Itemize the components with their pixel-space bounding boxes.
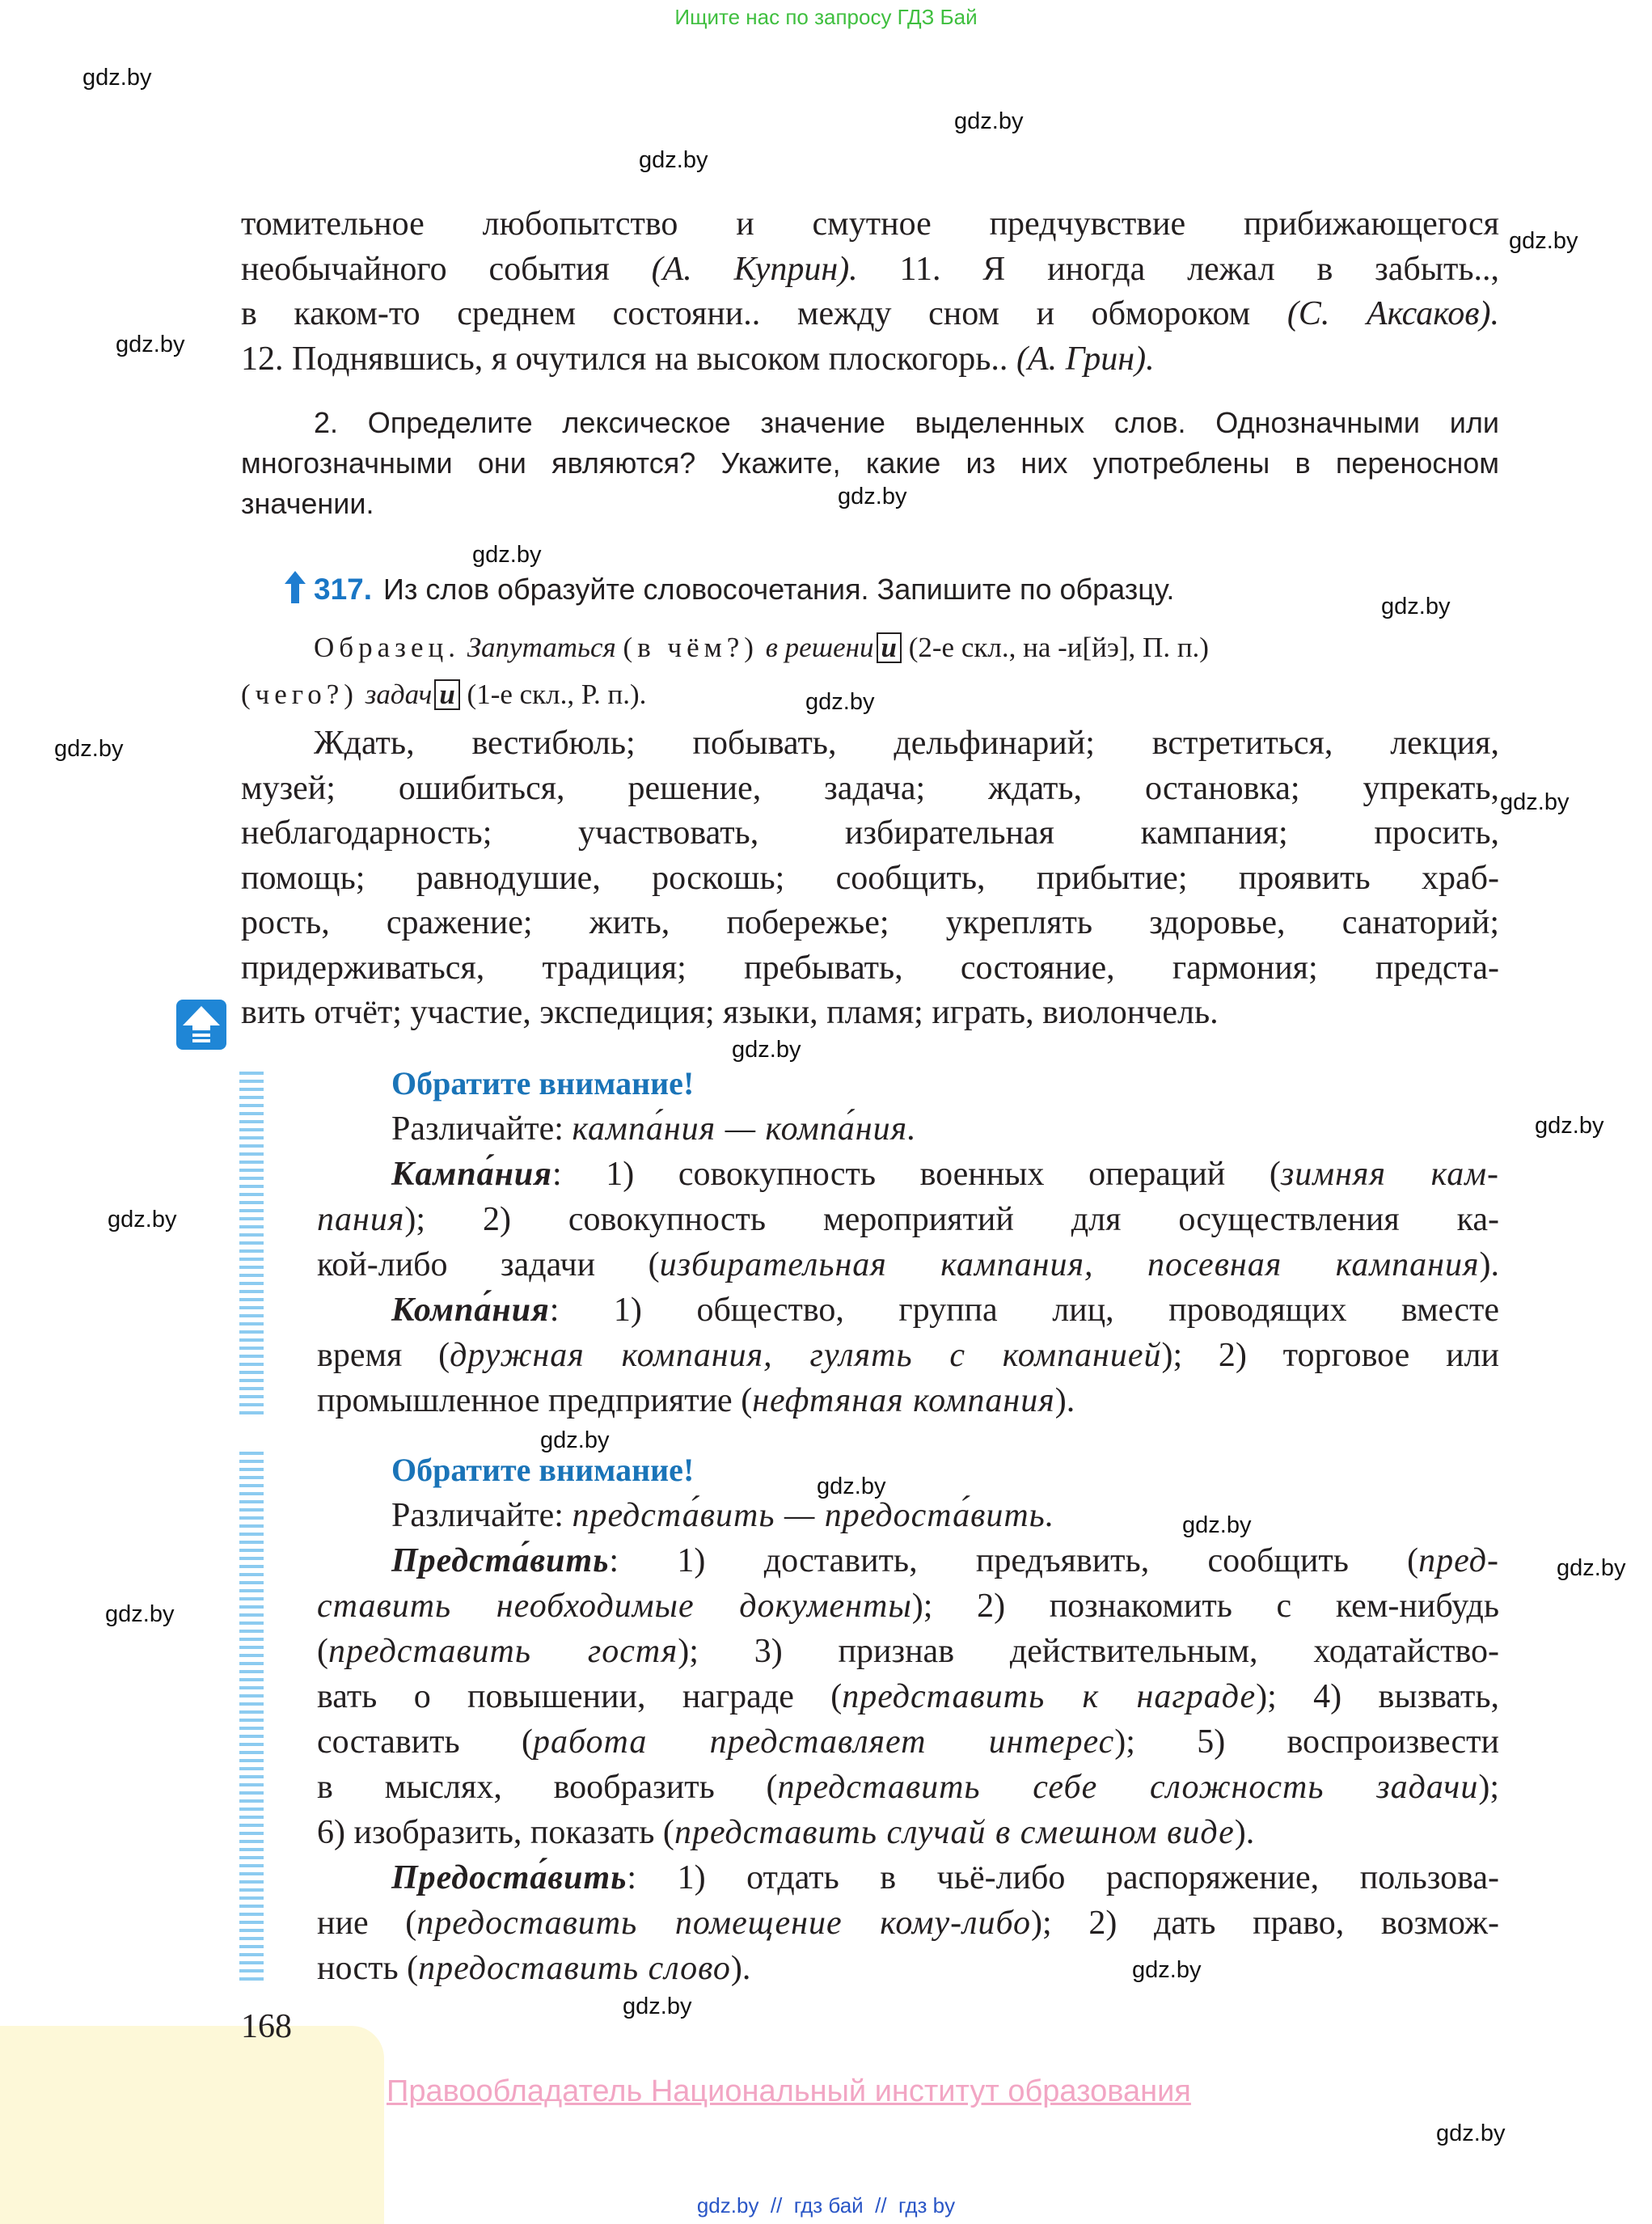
- sample-word: задач: [365, 679, 433, 710]
- note-line: Предоста́вить: 1) отдать в чьё-либо распоряжение, пользова-: [391, 1859, 1499, 1896]
- distinguish-label: Различайте:: [391, 1497, 564, 1534]
- text-line: придерживаться, традиция; пребывать, состояние, гармония; предста-: [241, 949, 1499, 987]
- note-heading: Обратите внимание!: [391, 1065, 695, 1101]
- text-line: томительное любопытство и смутное предчувствие прибижающегося: [241, 205, 1499, 243]
- previous-exercise-text: [241, 202, 1499, 382]
- watermark: gdz.by: [805, 689, 875, 715]
- text-line: вить отчёт; участие, экспедиция; языки, пламя; играть, виолончель.: [241, 994, 1219, 1031]
- watermark: gdz.by: [116, 332, 185, 357]
- note-line: пания); 2) совокупность мероприятий для осуществления ка-: [317, 1201, 1499, 1238]
- sample-question: (чего?): [241, 679, 358, 710]
- note-line: ние (предоставить помещение кому-либо); 2) дать право, возмож-: [317, 1905, 1499, 1942]
- note-line: (представить гостя); 3) признав действительным, ходатайство-: [317, 1633, 1499, 1670]
- note-distinguish: [317, 1493, 1499, 1538]
- sample-note: (1-е скл., Р. п.).: [467, 679, 647, 710]
- elevated-level-icon: [176, 1000, 226, 1054]
- text-line: Ждать, вестибюль; побывать, дельфинарий; встретиться, лекция,: [314, 725, 1499, 762]
- note-line: время (дружная компания, гулять с компанией); 2) торговое или: [317, 1337, 1499, 1374]
- watermark: gdz.by: [954, 108, 1024, 134]
- distinguish-words: кампа́ния — компа́ния.: [572, 1110, 917, 1148]
- note-line: вать о повышении, награде (представить к награде); 4) вызвать,: [317, 1678, 1500, 1715]
- text-line: рость, сражение; жить, побережье; укреплять здоровье, санаторий;: [241, 904, 1499, 941]
- watermark: gdz.by: [639, 147, 708, 173]
- task-line: 2. Определите лексическое значение выделенных слов. Однозначными или: [314, 406, 1499, 439]
- note-stripe: [239, 1452, 264, 1985]
- note-2: [317, 1448, 1499, 1991]
- note-line: Предста́вить: 1) доставить, предъявить, сообщить (пред-: [391, 1542, 1499, 1579]
- footer-links[interactable]: gdz.by // гдз бай // гдз by: [696, 2193, 956, 2218]
- watermark: gdz.by: [1132, 1957, 1202, 1983]
- watermark: gdz.by: [1535, 1113, 1604, 1139]
- note-line: составить (работа представляет интерес); 5) воспроизвести: [317, 1723, 1500, 1761]
- note-stripe: [239, 1072, 264, 1419]
- text-line: в каком-то среднем состояни.. между сном и обмороком (С. Аксаков).: [241, 295, 1499, 332]
- watermark: gdz.by: [1500, 789, 1570, 815]
- watermark: gdz.by: [623, 1994, 692, 2019]
- note-line: ность (предоставить слово).: [317, 1950, 751, 1987]
- watermark: gdz.by: [108, 1207, 177, 1233]
- note-line: Компа́ния: 1) общество, группа лиц, проводящих вместе: [391, 1292, 1499, 1329]
- distinguish-words: предста́вить — предоста́вить.: [572, 1497, 1055, 1534]
- note-line: промышленное предприятие (нефтяная компания).: [317, 1382, 1075, 1419]
- exercise-number: 317.: [314, 573, 373, 606]
- sample: [314, 624, 1499, 671]
- note-distinguish: [317, 1106, 1499, 1152]
- sample-line-2: [241, 671, 1499, 718]
- sample-word: в решени: [765, 632, 874, 663]
- sample-question: (в чём?): [623, 632, 758, 663]
- text-line: 12. Поднявшись, я очутился на высоком плоскогорь.. (А. Грин).: [241, 340, 1155, 378]
- note-line: кой-либо задачи (избирательная кампания, посевная кампания).: [317, 1246, 1500, 1283]
- ending-box: и: [877, 632, 902, 663]
- sample-note: (2-е скл., на -и[йэ], П. п.): [908, 632, 1209, 663]
- watermark: gdz.by: [105, 1601, 175, 1627]
- note-line: ставить необходимые документы); 2) познакомить с кем-нибудь: [317, 1588, 1499, 1625]
- exercise-instruction: Из слов образуйте словосочетания. Запишите по образцу.: [383, 573, 1175, 606]
- text-line: необычайного события (А. Куприн). 11. Я иногда лежал в забыть..,: [241, 250, 1499, 288]
- watermark: gdz.by: [1381, 594, 1451, 619]
- text-line: неблагодарность; участвовать, избирательная кампания; просить,: [241, 814, 1499, 852]
- watermark: gdz.by: [817, 1474, 886, 1499]
- note-line: 6) изобразить, показать (представить случай в смешном виде).: [317, 1814, 1255, 1851]
- ending-box: и: [434, 679, 459, 710]
- note-line: в мыслях, вообразить (представить себе сложность задачи);: [317, 1769, 1499, 1806]
- task-line: значении.: [241, 487, 374, 520]
- task-2: [241, 403, 1499, 524]
- note-heading: Обратите внимание!: [391, 1452, 695, 1488]
- exercise-word-list: [241, 721, 1499, 1036]
- note-line: Кампа́ния: 1) совокупность военных операций (зимняя кам-: [391, 1156, 1499, 1193]
- arrow-up-icon: [285, 571, 306, 607]
- sample-label: Образец.: [314, 632, 460, 663]
- sample-word: Запутаться: [467, 632, 616, 663]
- top-banner[interactable]: Ищите нас по запросу ГДЗ Бай: [674, 5, 978, 29]
- sample-line-1: [314, 624, 1499, 671]
- watermark: gdz.by: [732, 1037, 801, 1063]
- text-line: помощь; равнодушие, роскошь; сообщить, прибытие; проявить храб-: [241, 859, 1499, 897]
- distinguish-label: Различайте:: [391, 1110, 564, 1148]
- watermark: gdz.by: [1509, 228, 1578, 254]
- exercise-317-heading: [314, 569, 1174, 610]
- copyright-link[interactable]: Правообладатель Национальный институт образования: [387, 2074, 1191, 2108]
- watermark: gdz.by: [1182, 1512, 1252, 1538]
- text-line: музей; ошибиться, решение, задача; ждать, остановка; упрекать,: [241, 769, 1499, 807]
- watermark: gdz.by: [472, 542, 542, 568]
- watermark: gdz.by: [838, 484, 907, 509]
- task-line: многозначными они являются? Укажите, какие из них употреблены в переносном: [241, 446, 1499, 480]
- watermark: gdz.by: [540, 1427, 610, 1453]
- watermark: gdz.by: [1557, 1555, 1626, 1581]
- note-1: [317, 1061, 1499, 1423]
- watermark: gdz.by: [82, 65, 152, 91]
- watermark: gdz.by: [1436, 2120, 1506, 2146]
- page-number: 168: [241, 2008, 292, 2045]
- watermark: gdz.by: [54, 736, 124, 762]
